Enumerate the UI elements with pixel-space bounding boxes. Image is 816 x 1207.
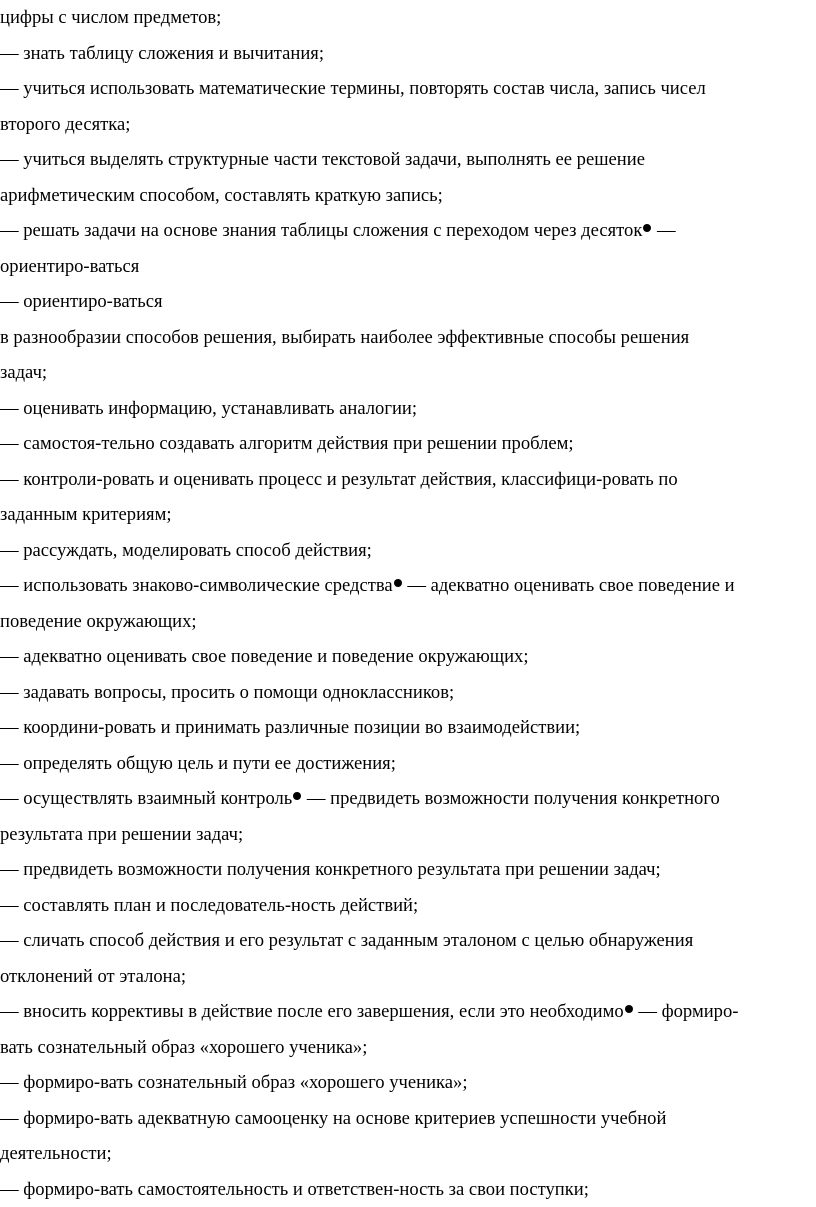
line-text: поведение окружающих; — [0, 611, 197, 632]
line-text: в разнообразии способов решения, выбирать наиболее эффективные способы решения — [0, 327, 689, 348]
text-line — [0, 746, 816, 782]
bullet-dot-icon — [643, 224, 651, 232]
line-text: — адекватно оценивать свое поведение и поведение окружающих; — [0, 646, 529, 667]
text-line — [0, 0, 816, 36]
text-line — [0, 639, 816, 675]
bullet-dot-icon — [625, 1005, 633, 1013]
text-line — [0, 710, 816, 746]
line-text: деятельности; — [0, 1143, 112, 1164]
line-text: — оценивать информацию, устанавливать аналогии; — [0, 398, 417, 419]
line-text-continued: — формиро- — [634, 1001, 739, 1022]
line-text: — контроли-ровать и оценивать процесс и результат действия, классифици-ровать по — [0, 469, 678, 490]
text-line — [0, 1065, 816, 1101]
line-text: — решать задачи на основе знания таблицы сложения с переходом через десяток — [0, 220, 642, 241]
line-text-continued: — предвидеть возможности получения конкретного — [302, 788, 720, 809]
bullet-dot-icon — [394, 579, 402, 587]
text-line — [0, 852, 816, 888]
line-text: — осуществлять взаимный контроль — [0, 788, 292, 809]
text-line — [0, 923, 816, 959]
text-line — [0, 355, 816, 391]
line-text: — задавать вопросы, просить о помощи одноклассников; — [0, 682, 454, 703]
line-text: отклонений от эталона; — [0, 966, 186, 987]
line-text: — предвидеть возможности получения конкретного результата при решении задач; — [0, 859, 661, 880]
text-line — [0, 71, 816, 107]
text-line — [0, 994, 816, 1030]
line-text: результата при решении задач; — [0, 824, 243, 845]
text-line — [0, 284, 816, 320]
line-text: — использовать знаково-символические средства — [0, 575, 393, 596]
line-text: арифметическим способом, составлять краткую запись; — [0, 185, 443, 206]
text-line — [0, 497, 816, 533]
text-line — [0, 817, 816, 853]
line-text: — знать таблицу сложения и вычитания; — [0, 43, 324, 64]
text-line — [0, 1030, 816, 1066]
text-line — [0, 604, 816, 640]
line-text: — сличать способ действия и его результат с заданным эталоном с целью обнаружения — [0, 930, 693, 951]
line-text: — ориентиро-ваться — [0, 291, 163, 312]
text-line — [0, 568, 816, 604]
line-text: — рассуждать, моделировать способ действия; — [0, 540, 372, 561]
text-line — [0, 213, 816, 249]
line-text: — формиро-вать адекватную самооценку на основе критериев успешности учебной — [0, 1108, 666, 1129]
line-text: — определять общую цель и пути ее достижения; — [0, 753, 396, 774]
text-line — [0, 107, 816, 143]
text-line — [0, 391, 816, 427]
text-line — [0, 1136, 816, 1172]
line-text: задач; — [0, 362, 47, 383]
text-line — [0, 781, 816, 817]
line-text: ориентиро-ваться — [0, 256, 139, 277]
text-line — [0, 320, 816, 356]
line-text: — формиро-вать сознательный образ «хорошего ученика»; — [0, 1072, 468, 1093]
text-line — [0, 426, 816, 462]
line-text-continued: — адекватно оценивать свое поведение и — [403, 575, 735, 596]
line-text: — вносить коррективы в действие после его завершения, если это необходимо — [0, 1001, 624, 1022]
text-line — [0, 888, 816, 924]
line-text: цифры с числом предметов; — [0, 7, 221, 28]
text-line — [0, 675, 816, 711]
text-line — [0, 462, 816, 498]
line-text: второго десятка; — [0, 114, 130, 135]
text-line — [0, 249, 816, 285]
text-line — [0, 959, 816, 995]
line-text: — координи-ровать и принимать различные позиции во взаимодействии; — [0, 717, 580, 738]
line-text-continued: — — [652, 220, 675, 241]
line-text: вать сознательный образ «хорошего ученика»; — [0, 1037, 367, 1058]
line-text: — самостоя-тельно создавать алгоритм действия при решении проблем; — [0, 433, 574, 454]
line-text: — формиро-вать самостоятельность и ответствен-ность за свои поступки; — [0, 1179, 589, 1200]
line-text: — учиться использовать математические термины, повторять состав числа, запись чисел — [0, 78, 706, 99]
text-line — [0, 142, 816, 178]
text-line — [0, 1172, 816, 1207]
line-text: заданным критериям; — [0, 504, 172, 525]
line-text: — составлять план и последователь-ность действий; — [0, 895, 418, 916]
text-line — [0, 36, 816, 72]
bullet-dot-icon — [293, 792, 301, 800]
line-text: — учиться выделять структурные части текстовой задачи, выполнять ее решение — [0, 149, 645, 170]
text-line — [0, 533, 816, 569]
text-line — [0, 178, 816, 214]
text-line — [0, 1101, 816, 1137]
